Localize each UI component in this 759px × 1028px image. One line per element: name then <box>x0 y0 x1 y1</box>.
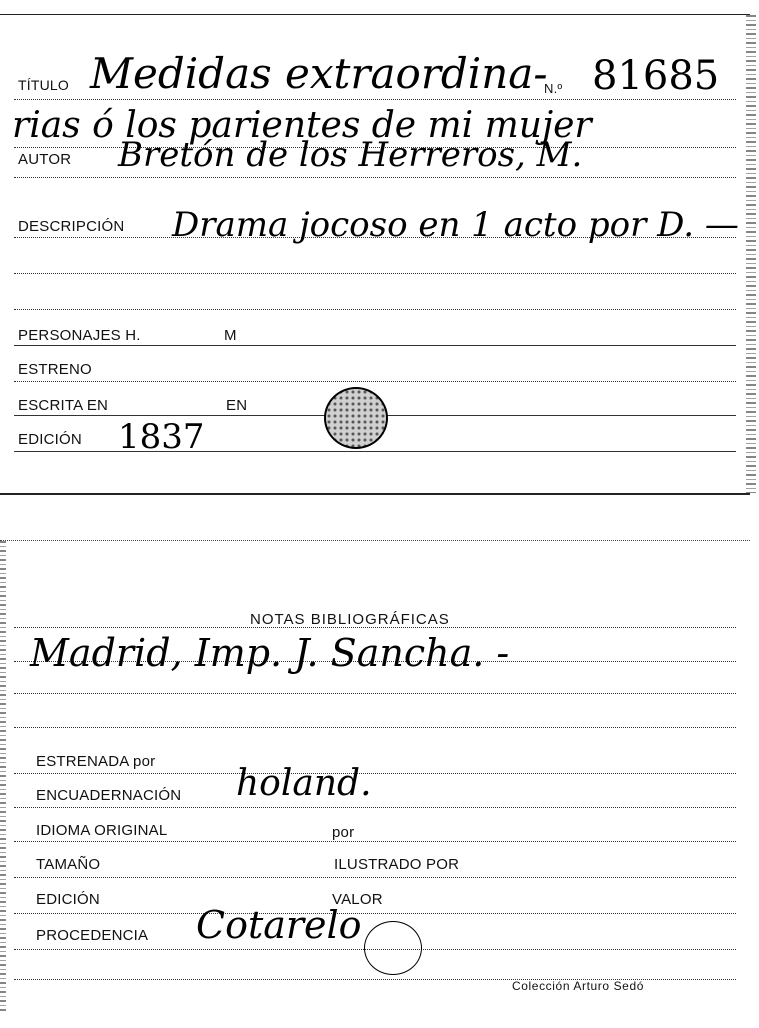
coleccion-label: Colección Arturo Sedó <box>512 979 645 993</box>
ruled-line <box>14 99 736 100</box>
tamano-label: TAMAÑO <box>36 856 101 873</box>
notas-value: Madrid, Imp. J. Sancha. - <box>30 631 510 675</box>
ruled-line <box>14 309 736 310</box>
estreno-label: ESTRENO <box>18 361 92 378</box>
catalog-card-back <box>0 540 750 1013</box>
notas-heading: NOTAS BIBLIOGRÁFICAS <box>250 611 450 628</box>
library-stamp <box>364 921 422 975</box>
edicion-value: 1837 <box>118 417 205 457</box>
idioma-label: IDIOMA ORIGINAL <box>36 822 168 839</box>
card-torn-edge <box>0 541 6 1013</box>
encuadernacion-label: ENCUADERNACIÓN <box>36 787 182 804</box>
escrita-label: ESCRITA EN <box>18 397 109 414</box>
ruled-line <box>14 773 736 774</box>
ruled-line <box>14 273 736 274</box>
titulo-value-line2: rias ó los parientes de mi mujer <box>12 105 592 146</box>
ruled-line <box>14 345 736 346</box>
ruled-line <box>14 693 736 694</box>
descripcion-value: Drama jocoso en 1 acto por D. — <box>172 205 739 245</box>
ruled-line <box>14 381 736 382</box>
autor-value: Bretón de los Herreros, M. <box>118 135 583 175</box>
card-torn-edge <box>746 15 756 493</box>
descripcion-label: DESCRIPCIÓN <box>18 218 125 235</box>
ruled-line <box>14 807 736 808</box>
procedencia-value: Cotarelo <box>196 903 362 947</box>
edicion-label: EDICIÓN <box>36 891 100 908</box>
estrenada-label: ESTRENADA por <box>36 753 156 770</box>
encuadernacion-value: holand. <box>236 763 372 804</box>
personajes-label: PERSONAJES H. <box>18 327 141 344</box>
por-label: por <box>332 824 355 841</box>
numero-label: N.º <box>544 81 563 96</box>
titulo-value-line1: Medidas extraordina- <box>90 49 548 98</box>
ruled-line <box>14 877 736 878</box>
ruled-line <box>14 841 736 842</box>
procedencia-label: PROCEDENCIA <box>36 927 149 944</box>
ilustrado-label: ILUSTRADO POR <box>334 856 460 873</box>
catalog-card-front <box>0 14 750 495</box>
ruled-line <box>14 913 736 914</box>
ruled-line <box>14 727 736 728</box>
autor-label: AUTOR <box>18 151 72 168</box>
library-stamp <box>324 387 388 449</box>
valor-label: VALOR <box>332 891 383 908</box>
personajes-m-label: M <box>224 327 237 344</box>
titulo-label: TÍTULO <box>18 77 69 93</box>
en-label: EN <box>226 397 248 414</box>
ruled-line <box>14 177 736 178</box>
edicion-label: EDICIÓN <box>18 431 82 448</box>
numero-value: 81685 <box>592 53 720 99</box>
